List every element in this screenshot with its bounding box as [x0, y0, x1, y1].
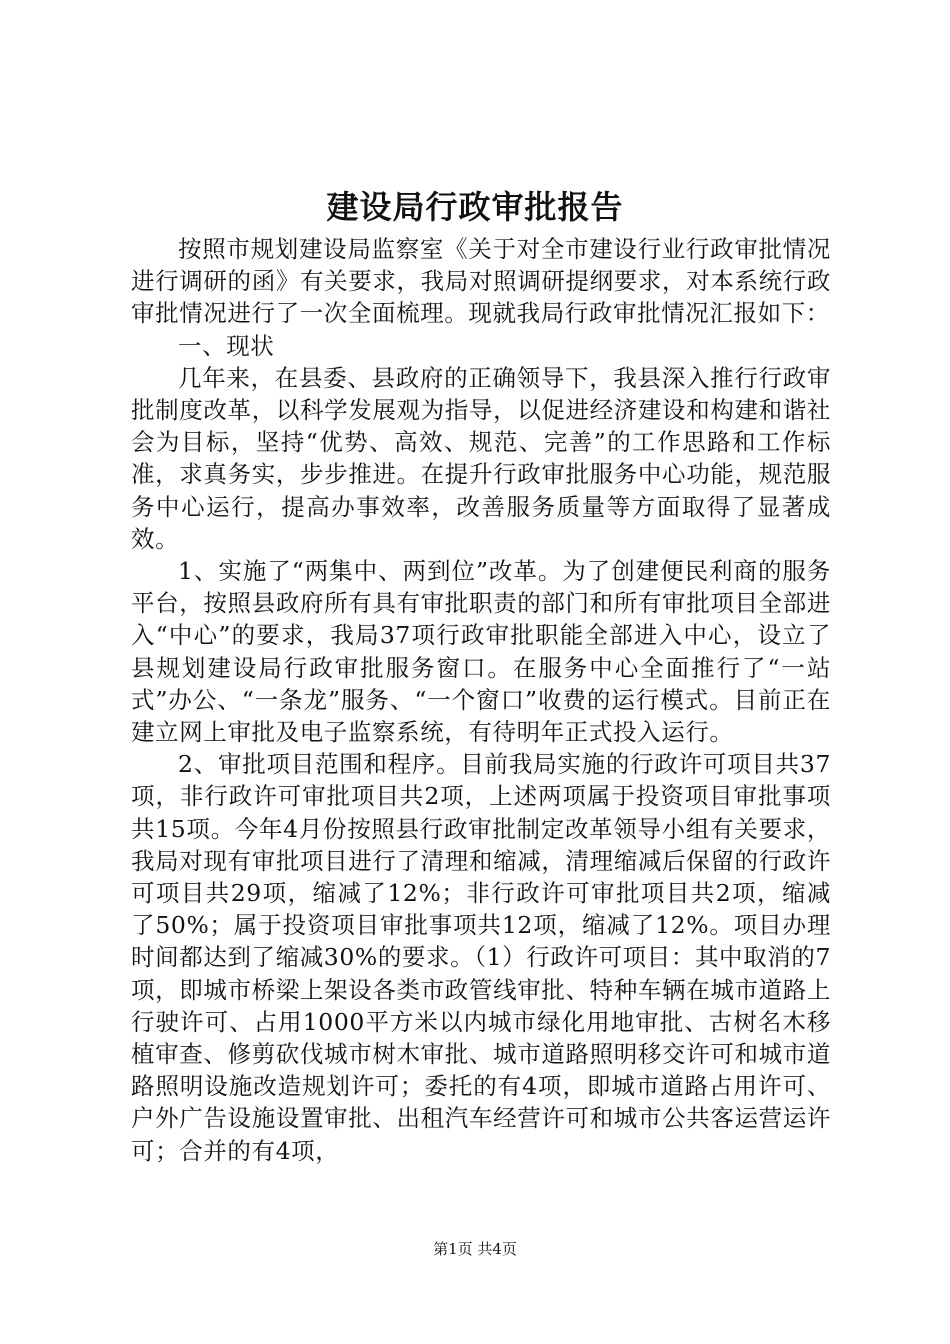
paragraph-reform: 1、实施了“两集中、两到位”改革。为了创建便民利商的服务平台，按照县政府所有具有审批职责的部门和所有审批项目全部进入“中心”的要求，我局37项行政审批职能全部进入中心，设立了县规划建设局行政审批服务窗口。在服务中心全面推行了“一站式”办公、“一条龙”服务、“一个窗口”收费的运行模式。目前正在建立网上审批及电子监察系统，有待明年正式投入运行。	[131, 557, 831, 747]
paragraph-intro: 按照市规划建设局监察室《关于对全市建设行业行政审批情况进行调研的函》有关要求，我局对照调研提纲要求，对本系统行政审批情况进行了一次全面梳理。现就我局行政审批情况汇报如下：	[131, 235, 831, 328]
page-footer: 第1页 共4页	[433, 1240, 517, 1258]
paragraph-overview: 几年来，在县委、县政府的正确领导下，我县深入推行行政审批制度改革，以科学发展观为指导，以促进经济建设和构建和谐社会为目标，坚持“优势、高效、规范、完善”的工作思路和工作标准，求真务实，步步推进。在提升行政审批服务中心功能，规范服务中心运行，提高办事效率，改善服务质量等方面取得了显著成效。	[131, 363, 831, 553]
paragraph-approval-scope: 2、审批项目范围和程序。目前我局实施的行政许可项目共37项，非行政许可审批项目共2项，上述两项属于投资项目审批事项共15项。今年4月份按照县行政审批制定改革领导小组有关要求，我局对现有审批项目进行了清理和缩减，清理缩减后保留的行政许可项目共29项，缩减了12%；非行政许可审批项目共2项，缩减了50%；属于投资项目审批事项共12项，缩减了12%。项目办理时间都达到了缩减30%的要求。（1）行政许可项目：其中取消的7项，即城市桥梁上架设各类市政管线审批、特种车辆在城市道路上行驶许可、占用1000平方米以内城市绿化用地审批、古树名木移植审查、修剪砍伐城市树木审批、城市道路照明移交许可和城市道路照明设施改造规划许可；委托的有4项，即城市道路占用许可、户外广告设施设置审批、出租汽车经营许可和城市公共客运营运许可；合并的有4项，	[131, 750, 831, 1165]
section-heading-status: 一、现状	[178, 331, 275, 360]
document-title: 建设局行政审批报告	[326, 188, 624, 226]
document-body	[131, 233, 831, 1167]
